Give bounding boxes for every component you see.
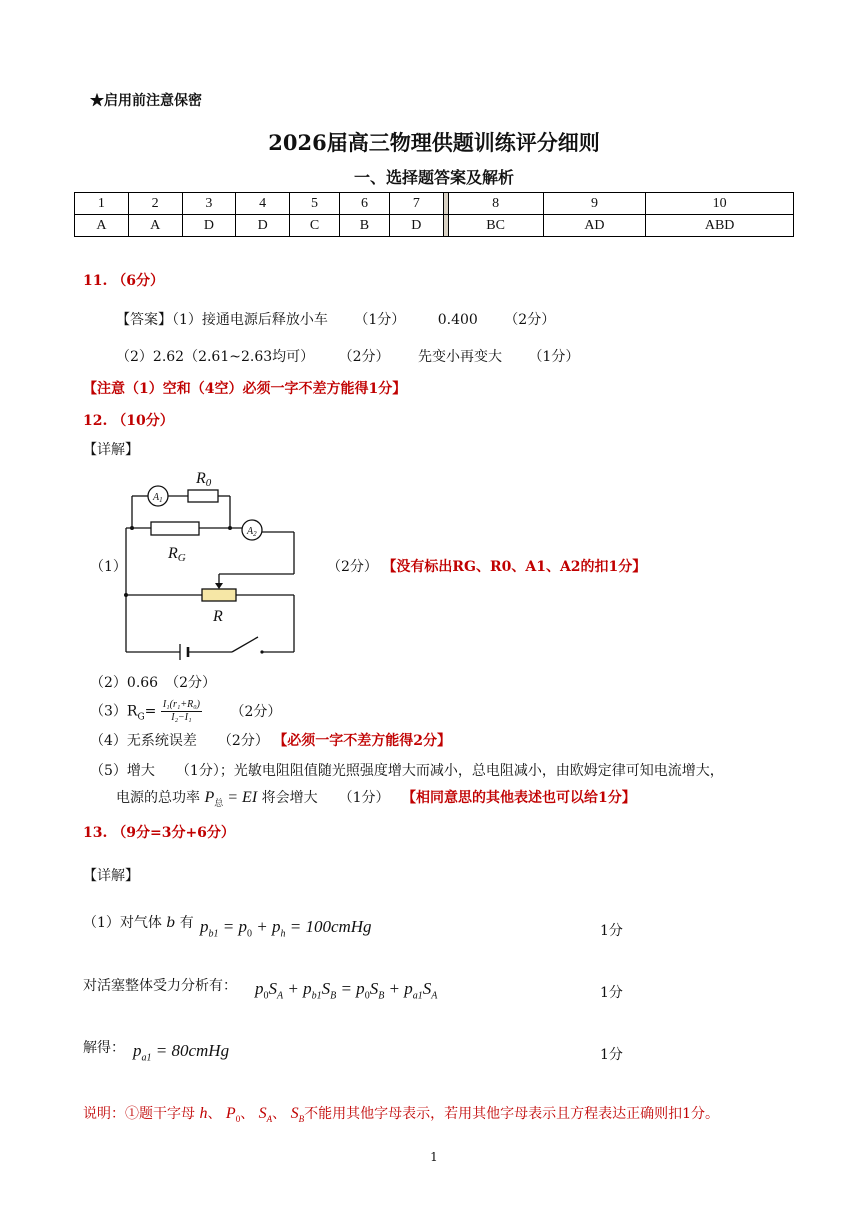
q12-part3-eq: = xyxy=(144,703,157,720)
q11-score: （1分） xyxy=(528,349,580,365)
q11-score: （2分） xyxy=(338,349,390,365)
q13-step-text: （1）对气体 xyxy=(83,915,162,931)
q12-part3-sub: G xyxy=(137,712,145,723)
table-cell: D xyxy=(236,215,290,237)
q12-score: （2分） xyxy=(230,703,282,720)
q12-part1-label: （1） xyxy=(90,559,127,575)
label-rg: RG xyxy=(168,545,186,564)
q11-note: 【注意（1）空和（4空）必须一字不差方能得1分】 xyxy=(83,381,407,397)
q12-heading: 12. （10分） xyxy=(83,413,174,429)
confidential-label: ★启用前注意保密 xyxy=(90,93,202,109)
answer-table xyxy=(74,192,794,237)
q12-part3-fraction xyxy=(161,699,202,724)
q11-score: （2分） xyxy=(504,312,556,328)
table-cell: 1 xyxy=(75,193,129,215)
q13-step-text: 有 xyxy=(179,915,194,931)
q11-answer-line1 xyxy=(116,309,555,329)
table-cell: A xyxy=(128,215,182,237)
table-cell: 9 xyxy=(543,193,646,215)
q11-heading: 11. （6分） xyxy=(83,273,164,289)
q13-var-b: b xyxy=(166,915,176,931)
q13-note: 说明：①题干字母 h、 $P_0$、 $S_A$、 $S_B$不能用其他字母表示，若用其他字母表示且方程表达正确则扣1分。 xyxy=(83,1105,719,1125)
q11-answer-text: 先变小再变大 xyxy=(417,349,502,365)
circuit-diagram xyxy=(118,462,318,667)
q12-part4-text: （4）无系统误差 （2分） xyxy=(90,733,269,749)
table-cell: C xyxy=(290,215,340,237)
equation-pa1: $p_{a1}$ = 80cmHg xyxy=(133,1041,230,1064)
q12-part5-line2 xyxy=(116,787,636,809)
q13-heading: 13. （9分=3分+6分） xyxy=(83,825,235,841)
q11-score: （1分） xyxy=(354,312,406,328)
q13-step1-text xyxy=(83,912,194,932)
q13-detail-label: 【详解】 xyxy=(83,868,139,884)
q11-answer-text: （2）2.62（2.61~2.63均可） xyxy=(116,349,315,365)
power-formula: $P_总$ = EI xyxy=(204,789,258,809)
equation-force-balance: $p_0S_A + p_{b1}S_B = p_0S_B + p_{a1}S_A$ xyxy=(255,979,438,1002)
q13-note-text: 说明：①题干字母 xyxy=(83,1106,195,1122)
q12-detail-label: 【详解】 xyxy=(83,442,139,458)
label-a1: $A_1$ xyxy=(153,492,163,504)
table-cell: D xyxy=(389,215,443,237)
table-cell: 10 xyxy=(646,193,794,215)
q12-part4 xyxy=(90,730,451,750)
q13-note-symbols: h xyxy=(199,1105,208,1122)
table-cell: 7 xyxy=(389,193,443,215)
q13-score: 1分 xyxy=(600,985,623,1001)
label-a2: $A_2$ xyxy=(247,526,257,538)
table-cell: 3 xyxy=(182,193,236,215)
answer-table-answer-row xyxy=(75,215,794,237)
q12-part5-text: 电源的总功率 xyxy=(116,790,200,806)
table-cell: 5 xyxy=(290,193,340,215)
section-title: 一、选择题答案及解析 xyxy=(353,168,514,187)
rheostat-body xyxy=(202,589,236,601)
q12-part3 xyxy=(90,699,281,724)
q13-note-text: 不能用其他字母表示，若用其他字母表示且方程表达正确则扣1分。 xyxy=(304,1106,719,1122)
table-cell: AD xyxy=(543,215,646,237)
q12-part5-text: 将会增大 （1分） xyxy=(261,790,390,806)
equation-pb1: $p_{b1} = p_0 + p_h$ = 100cmHg xyxy=(200,917,372,940)
table-cell: 4 xyxy=(236,193,290,215)
fraction-numerator: I₁(r₁+R₀) xyxy=(162,699,201,710)
table-cell: 8 xyxy=(448,193,543,215)
q13-step2-text: 对活塞整体受力分析有： xyxy=(83,978,237,994)
table-cell: B xyxy=(339,215,389,237)
q13-note-symbols: $S_B$ xyxy=(290,1105,305,1125)
fraction-denominator: I₂−I₁ xyxy=(171,712,192,723)
q12-part1-note: 【没有标出RG、R0、A1、A2的扣1分】 xyxy=(382,559,647,575)
q13-score: 1分 xyxy=(600,1047,623,1063)
page-title: 2026届高三物理供题训练评分细则 xyxy=(268,130,600,155)
label-r0: R0 xyxy=(196,470,212,489)
q11-value: 0.400 xyxy=(437,312,478,328)
rheostat-arrow-icon xyxy=(215,583,223,589)
q12-part5-line1: （5）增大 （1分）；光敏电阻阻值随光照强度增大而减小，总电阻减小，由欧姆定律可知电流增大， xyxy=(90,763,724,779)
q12-part3-label: （3）R xyxy=(90,703,138,720)
label-r: R xyxy=(213,608,223,625)
table-cell: BC xyxy=(448,215,543,237)
q13-step3-text: 解得： xyxy=(83,1040,125,1056)
q12-part2: （2）0.66 （2分） xyxy=(90,675,216,691)
table-cell: 2 xyxy=(128,193,182,215)
q12-score: （2分） xyxy=(327,559,378,575)
q11-answer-text: 【答案】（1）接通电源后释放小车 xyxy=(116,312,328,328)
page-number: 1 xyxy=(430,1150,438,1164)
answer-table-number-row xyxy=(75,193,794,215)
q13-note-symbols: $S_A$ xyxy=(258,1105,273,1125)
q13-score: 1分 xyxy=(600,923,623,939)
table-cell: 6 xyxy=(339,193,389,215)
table-cell: ABD xyxy=(646,215,794,237)
q12-part1-score xyxy=(327,556,646,576)
q11-answer-line2 xyxy=(116,346,579,366)
table-cell: A xyxy=(75,215,129,237)
q12-part4-note: 【必须一字不差方能得2分】 xyxy=(273,733,452,749)
table-cell: D xyxy=(182,215,236,237)
q13-note-symbols: $P_0$ xyxy=(225,1105,241,1125)
q12-part5-note: 【相同意思的其他表述也可以给1分】 xyxy=(401,790,636,806)
